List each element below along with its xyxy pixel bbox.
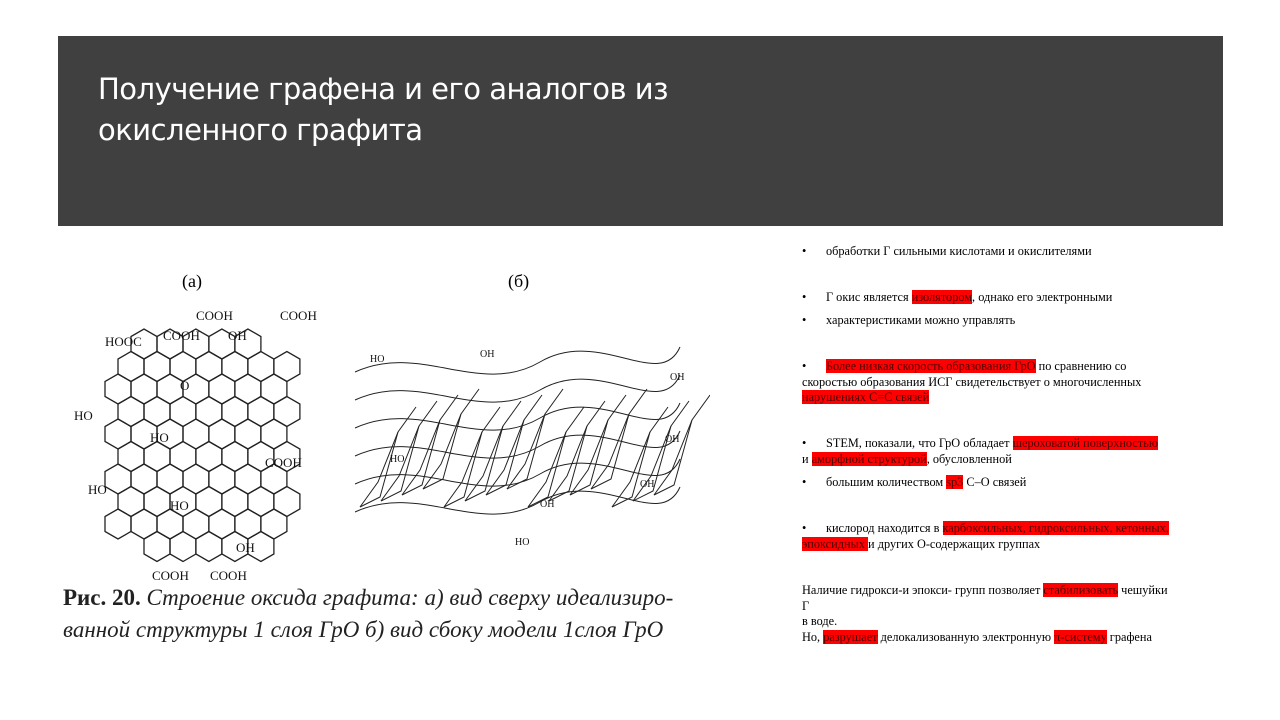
- highlight: изолятором: [911, 290, 973, 304]
- bullet: •: [802, 521, 807, 535]
- sheet-contour: [355, 403, 680, 430]
- bullet: •: [802, 475, 807, 489]
- note-text: чешуйки Г: [802, 583, 1168, 613]
- sheet-contour: [355, 347, 680, 374]
- sheet-strand: [654, 420, 692, 495]
- highlight: карбоксильных, гидроксильных, кетонных, эпоксидных: [802, 521, 1169, 551]
- structure-drawing: [60, 262, 710, 582]
- highlight: Более низкая скорость образования ГрО: [826, 359, 1036, 373]
- title-line-2: окисленного графита: [98, 113, 423, 147]
- top-view-structure: [105, 329, 300, 562]
- group-label-b: OH: [670, 372, 685, 383]
- group-label-a: HOOC: [105, 334, 142, 349]
- sheet-strand: [591, 414, 629, 489]
- label-b: (б): [508, 271, 530, 291]
- highlight: разрушает: [823, 629, 878, 644]
- sheet-strand: [507, 414, 545, 489]
- highlight: шероховатой поверхностью: [1012, 436, 1159, 450]
- caption-text-1: Строение оксида графита: а) вид сверху идеализиро-: [146, 585, 674, 610]
- note-4: [802, 359, 1177, 406]
- group-label-a: COOH: [163, 328, 200, 343]
- note-text: STEM, показали, что ГрО обладает: [826, 436, 1013, 450]
- note-text: , обусловленной: [926, 451, 1012, 466]
- group-label-a: HO: [170, 498, 189, 513]
- title-bar: [58, 36, 1223, 226]
- figure-caption: [63, 582, 713, 646]
- note-2: [802, 290, 1112, 306]
- note-text: и других O-содержащих группах: [868, 536, 1041, 551]
- note-text: большим количеством: [826, 475, 947, 489]
- note-1: [802, 244, 1092, 260]
- group-label-a: COOH: [280, 308, 317, 323]
- note-text: Г окис является: [826, 290, 912, 304]
- group-label-b: HO: [390, 454, 405, 465]
- slide-title: [98, 69, 668, 151]
- bullet: •: [802, 313, 807, 327]
- note-text: C–O связей: [963, 475, 1027, 489]
- highlight: π-систему: [1054, 629, 1107, 644]
- note-text: обработки Г сильными кислотами и окислителями: [826, 244, 1092, 258]
- note-text: Наличие гидрокси-и эпокси- групп позволяет: [802, 583, 1044, 597]
- sheet-contour: [355, 487, 680, 514]
- group-label-a: HO: [88, 482, 107, 497]
- graphite-oxide-figure: [60, 262, 710, 654]
- highlight: нарушениях C=C связей: [802, 390, 930, 404]
- group-label-b: HO: [515, 537, 530, 548]
- note-text: Но,: [802, 629, 824, 644]
- bullet: •: [802, 244, 807, 258]
- note-text: по сравнению со скоростью образования ИСГ свидетельствует о многочисленных: [802, 359, 1142, 389]
- functional-groups-b: [370, 349, 684, 548]
- note-5: [802, 436, 1162, 467]
- highlight: sp3: [946, 475, 964, 489]
- group-label-a: HO: [150, 430, 169, 445]
- title-line-1: Получение графена и его аналогов из: [98, 72, 669, 106]
- hexagon-ring: [196, 532, 222, 562]
- group-label-a: O: [180, 378, 190, 393]
- group-label-b: OH: [540, 499, 555, 510]
- hexagon-ring: [170, 532, 196, 562]
- note-text: кислород находится в: [826, 521, 943, 535]
- note-7: [802, 521, 1172, 552]
- label-a: (a): [182, 271, 202, 291]
- bullet: •: [802, 290, 807, 304]
- highlight: стабилизовать: [1043, 583, 1119, 597]
- note-text: и: [802, 451, 812, 466]
- note-text: графена: [1106, 629, 1152, 644]
- note-6: [802, 475, 1026, 491]
- note-text: характеристиками можно управлять: [826, 313, 1016, 327]
- group-label-a: OH: [228, 328, 247, 343]
- group-label-b: OH: [480, 349, 495, 360]
- note-8: [802, 583, 1172, 645]
- group-label-a: COOH: [196, 308, 233, 323]
- group-label-a: COOH: [152, 568, 189, 582]
- note-text: в воде.: [802, 614, 838, 628]
- group-label-a: OH: [236, 540, 255, 555]
- caption-number: Рис. 20.: [63, 585, 141, 610]
- highlight: аморфной структурой: [811, 451, 927, 466]
- group-label-a: COOH: [265, 455, 302, 470]
- bullet: •: [802, 436, 807, 450]
- note-3: [802, 313, 1015, 329]
- hexagon-ring: [144, 532, 170, 562]
- group-label-b: OH: [665, 434, 680, 445]
- group-label-b: HO: [370, 354, 385, 365]
- sheet-contour: [355, 375, 680, 402]
- hexagon-ring: [105, 509, 131, 539]
- group-label-a: HO: [74, 408, 93, 423]
- bullet: •: [802, 359, 807, 373]
- caption-text-2: ванной структуры 1 слоя ГрО б) вид сбоку модели 1слоя ГрО: [63, 617, 664, 642]
- note-text: делокализованную электронную: [877, 629, 1055, 644]
- side-view-structure: [355, 347, 710, 514]
- note-text: , однако его электронными: [972, 290, 1113, 304]
- group-label-b: OH: [640, 479, 655, 490]
- group-label-a: COOH: [210, 568, 247, 582]
